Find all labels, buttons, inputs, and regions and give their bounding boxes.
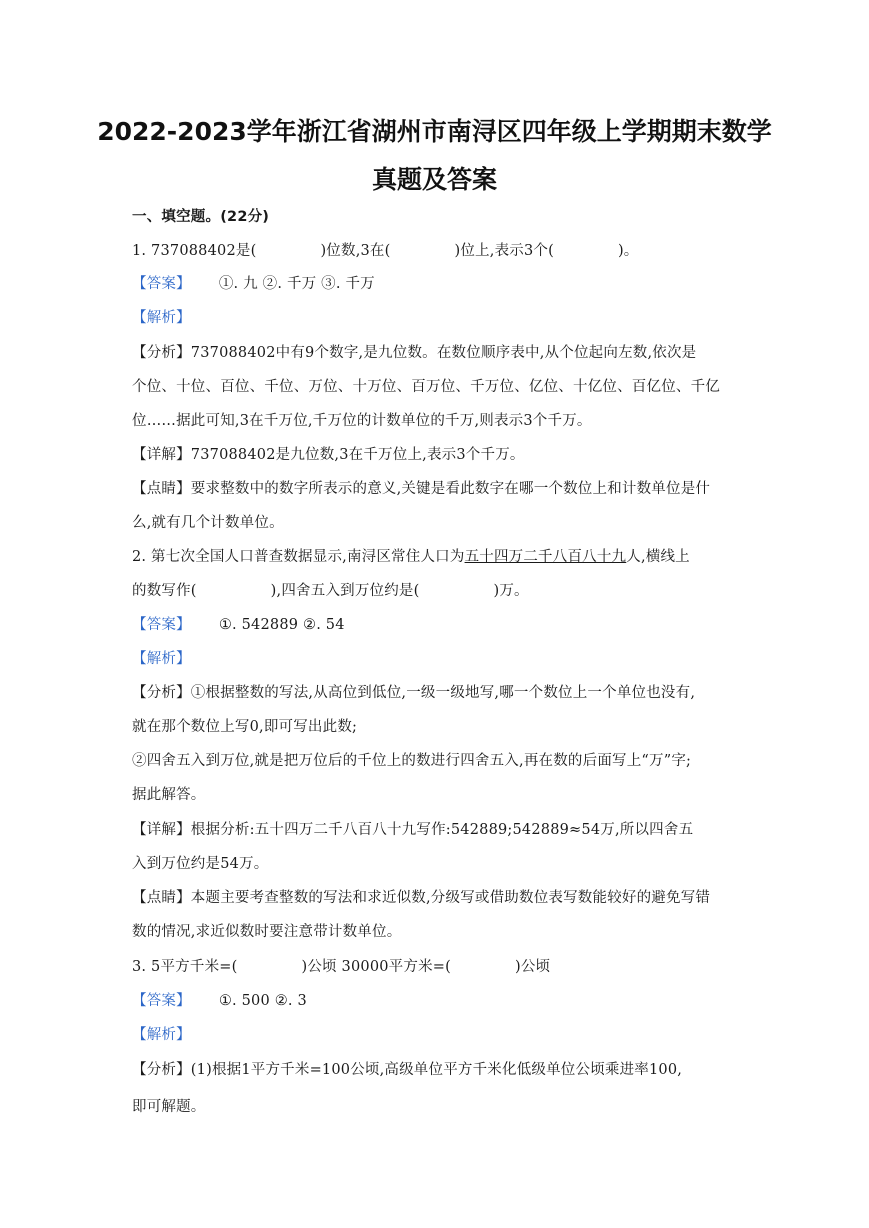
q1-stem-part: 1. 737088402是( bbox=[132, 243, 257, 259]
answer-tag: 【答案】 bbox=[132, 276, 191, 292]
q3-fenxi-line1: 【分析】(1)根据1平方千米=100公顷,高级单位平方千米化低级单位公顷乘进率100, bbox=[132, 1062, 683, 1078]
q2-stem-part: ),四舍五入到万位约是( bbox=[270, 583, 420, 599]
q2-dianjing-line2: 数的情况,求近似数时要注意带计数单位。 bbox=[132, 924, 402, 940]
q1-stem-part: )位数,3在( bbox=[320, 243, 391, 259]
q2-stem-part: 2. 第七次全国人口普查数据显示,南浔区常住人口为 bbox=[132, 549, 465, 565]
q2-underlined-number: 五十四万二千八百八十九 bbox=[464, 549, 627, 565]
q1-dianjing-line1: 【点睛】要求整数中的数字所表示的意义,关键是看此数字在哪一个数位上和计数单位是什 bbox=[132, 481, 711, 497]
q1-fenxi-line1: 【分析】737088402中有9个数字,是九位数。在数位顺序表中,从个位起向左数,依次是 bbox=[132, 345, 697, 361]
q2-xiangjie-line1: 【详解】根据分析:五十四万二千八百八十九写作:542889;542889≈54万,所以四舍五 bbox=[132, 822, 694, 838]
answer-tag: 【答案】 bbox=[132, 617, 191, 633]
q1-dianjing-line2: 么,就有几个计数单位。 bbox=[132, 515, 284, 531]
q1-stem-part: )位上,表示3个( bbox=[454, 243, 554, 259]
q2-fenxi-line3: ②四舍五入到万位,就是把万位后的千位上的数进行四舍五入,再在数的后面写上“万”字; bbox=[132, 753, 692, 769]
question-2-stem-line1 bbox=[132, 545, 742, 566]
q1-analysis-tag: 【解析】 bbox=[132, 310, 191, 326]
q2-stem-part: )万。 bbox=[493, 583, 529, 599]
q2-fenxi-line2: 就在那个数位上写0,即可写出此数; bbox=[132, 719, 358, 735]
q2-fenxi-line4: 据此解答。 bbox=[132, 787, 206, 803]
q1-stem-part: )。 bbox=[617, 243, 639, 259]
answer-tag: 【答案】 bbox=[132, 993, 191, 1009]
q3-answer: ①. 500 ②. 3 bbox=[218, 993, 307, 1009]
question-1-stem bbox=[132, 239, 742, 260]
q3-stem-part: 3. 5平方千米=( bbox=[132, 959, 238, 975]
q1-fenxi-line3: 位……据此可知,3在千万位,千万位的计数单位的千万,则表示3个千万。 bbox=[132, 413, 592, 429]
q2-stem-part: 人,横线上 bbox=[626, 549, 690, 565]
q2-xiangjie-line2: 入到万位约是54万。 bbox=[132, 856, 269, 872]
q3-analysis-tag: 【解析】 bbox=[132, 1027, 191, 1043]
section-heading-fill-in: 一、填空题。(22分) bbox=[132, 209, 270, 225]
q3-stem-part: )公顷 bbox=[514, 959, 551, 975]
q3-answer-row bbox=[132, 989, 742, 1010]
q1-fenxi-line2: 个位、十位、百位、千位、万位、十万位、百万位、千万位、亿位、十亿位、百亿位、千亿 bbox=[132, 379, 720, 395]
q2-analysis-tag: 【解析】 bbox=[132, 651, 191, 667]
q2-answer: ①. 542889 ②. 54 bbox=[218, 617, 345, 633]
document-title-line2: 真题及答案 bbox=[371, 165, 497, 194]
question-2-stem-line2 bbox=[132, 579, 742, 600]
q2-dianjing-line1: 【点睛】本题主要考查整数的写法和求近似数,分级写或借助数位表写数能较好的避免写错 bbox=[132, 890, 711, 906]
q2-stem-part: 的数写作( bbox=[132, 583, 197, 599]
document-title-line1: 2022-2023学年浙江省湖州市南浔区四年级上学期期末数学 bbox=[97, 117, 772, 146]
q2-fenxi-line1: 【分析】①根据整数的写法,从高位到低位,一级一级地写,哪一个数位上一个单位也没有, bbox=[132, 685, 696, 701]
q3-stem-part: )公顷 30000平方米=( bbox=[301, 959, 451, 975]
q3-fenxi-line2: 即可解题。 bbox=[132, 1099, 206, 1115]
q2-answer-row bbox=[132, 613, 742, 634]
q1-answer-row bbox=[132, 272, 742, 293]
q1-answer: ①. 九 ②. 千万 ③. 千万 bbox=[218, 276, 375, 292]
q1-xiangjie: 【详解】737088402是九位数,3在千万位上,表示3个千万。 bbox=[132, 447, 525, 463]
question-3-stem bbox=[132, 955, 742, 976]
